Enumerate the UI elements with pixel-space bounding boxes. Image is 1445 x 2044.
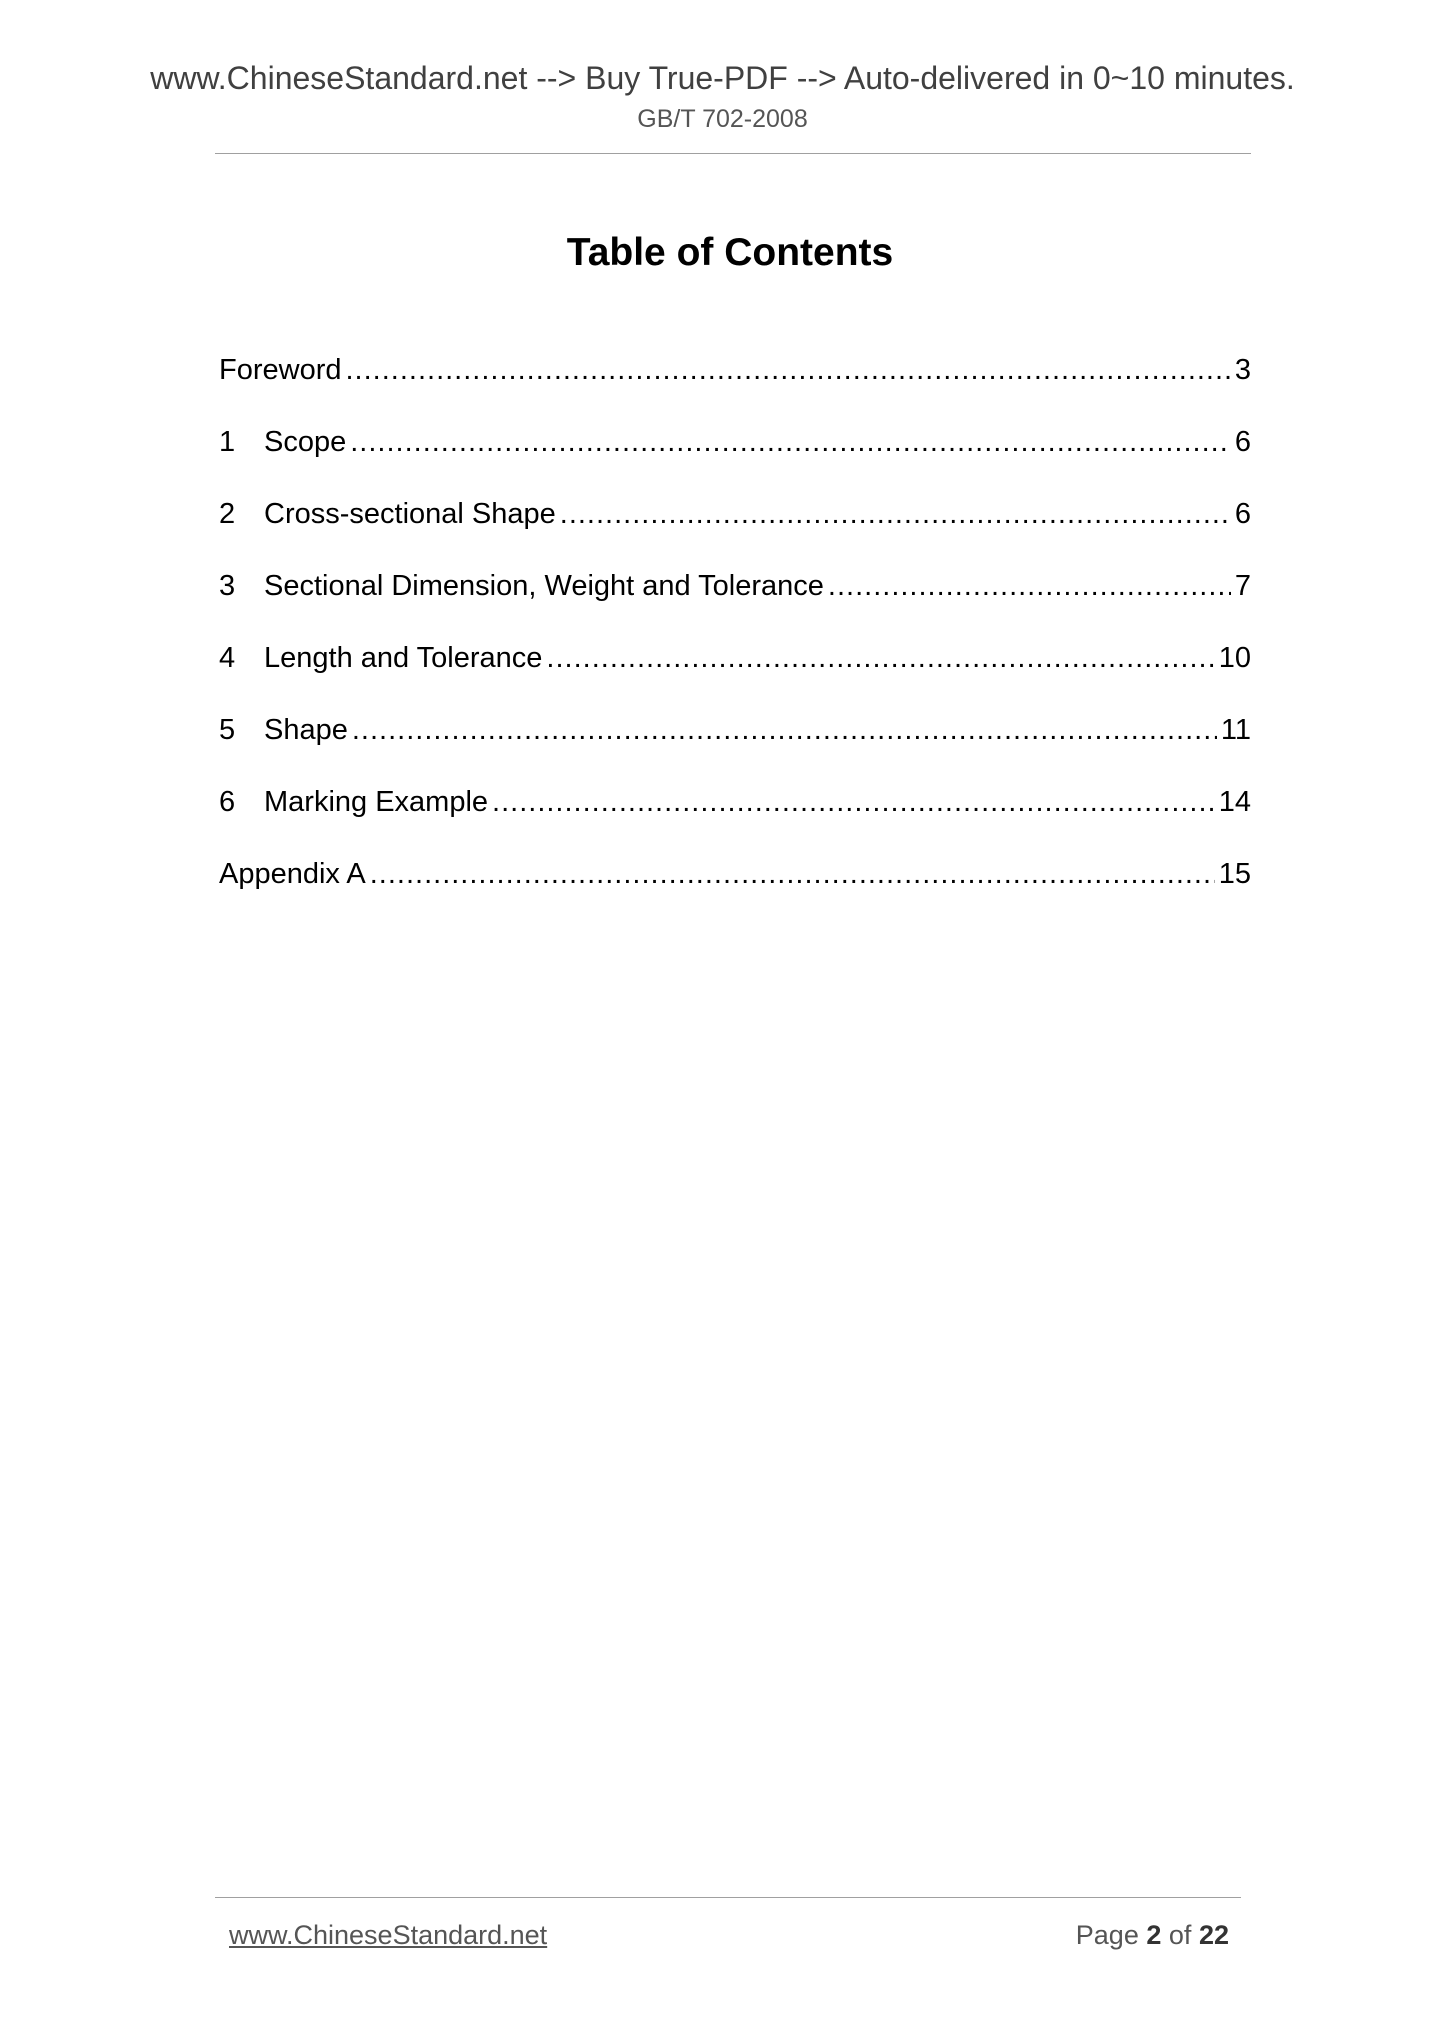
footer-link[interactable]: www.ChineseStandard.net bbox=[229, 1920, 548, 1950]
toc-leader bbox=[560, 489, 1231, 539]
toc-page-number: 11 bbox=[1220, 714, 1251, 746]
toc-page-number: 15 bbox=[1218, 858, 1251, 890]
toc-entry-cross-sectional-shape[interactable] bbox=[219, 489, 1251, 561]
toc-section-number: 3 bbox=[219, 570, 236, 602]
page-title: Table of Contents bbox=[566, 231, 894, 274]
toc-label: Shape bbox=[264, 714, 348, 746]
standard-code: GB/T 702-2008 bbox=[637, 105, 808, 133]
header-banner: www.ChineseStandard.net --> Buy True-PDF --> Auto-delivered in 0~10 minutes. bbox=[150, 60, 1295, 96]
toc-page-number: 6 bbox=[1234, 498, 1251, 530]
toc-leader bbox=[352, 705, 1217, 755]
toc-label: Marking Example bbox=[264, 786, 489, 818]
toc-leader bbox=[828, 561, 1231, 611]
toc-entry-scope[interactable] bbox=[219, 417, 1251, 489]
header-divider bbox=[215, 153, 1251, 154]
toc-section-number: 6 bbox=[219, 786, 236, 818]
toc-leader bbox=[350, 417, 1231, 467]
toc-page-number: 14 bbox=[1218, 786, 1251, 818]
page-prefix: Page bbox=[1075, 1920, 1139, 1950]
toc-entry-sectional-dimension[interactable] bbox=[219, 561, 1251, 633]
toc-label: Scope bbox=[264, 426, 347, 458]
toc-section-number: 4 bbox=[219, 642, 236, 674]
toc-entry-length-and-tolerance[interactable] bbox=[219, 633, 1251, 705]
toc-leader bbox=[492, 777, 1215, 827]
current-page-number: 2 bbox=[1146, 1920, 1162, 1950]
toc-label: Sectional Dimension, Weight and Tolerance bbox=[264, 570, 824, 602]
toc-entry-foreword[interactable] bbox=[219, 345, 1251, 417]
toc-page-number: 10 bbox=[1218, 642, 1251, 674]
toc-label: Cross-sectional Shape bbox=[264, 498, 556, 530]
toc-page-number: 3 bbox=[1234, 354, 1251, 386]
toc-label: Appendix A bbox=[219, 858, 366, 890]
footer-divider bbox=[215, 1897, 1241, 1898]
toc-page-number: 7 bbox=[1234, 570, 1251, 602]
toc-section-number: 2 bbox=[219, 498, 236, 530]
toc-label: Foreword bbox=[219, 354, 342, 386]
toc-section-number: 1 bbox=[219, 426, 236, 458]
toc-entry-appendix-a[interactable] bbox=[219, 849, 1251, 921]
toc-leader bbox=[346, 345, 1231, 395]
table-of-contents bbox=[219, 345, 1251, 921]
total-page-count: 22 bbox=[1198, 1920, 1229, 1950]
page-indicator bbox=[1076, 1918, 1229, 1952]
toc-label: Length and Tolerance bbox=[264, 642, 543, 674]
toc-entry-shape[interactable] bbox=[219, 705, 1251, 777]
toc-page-number: 6 bbox=[1234, 426, 1251, 458]
toc-leader bbox=[546, 633, 1214, 683]
toc-section-number: 5 bbox=[219, 714, 236, 746]
toc-entry-marking-example[interactable] bbox=[219, 777, 1251, 849]
page-of: of bbox=[1168, 1920, 1192, 1950]
toc-leader bbox=[370, 849, 1215, 899]
